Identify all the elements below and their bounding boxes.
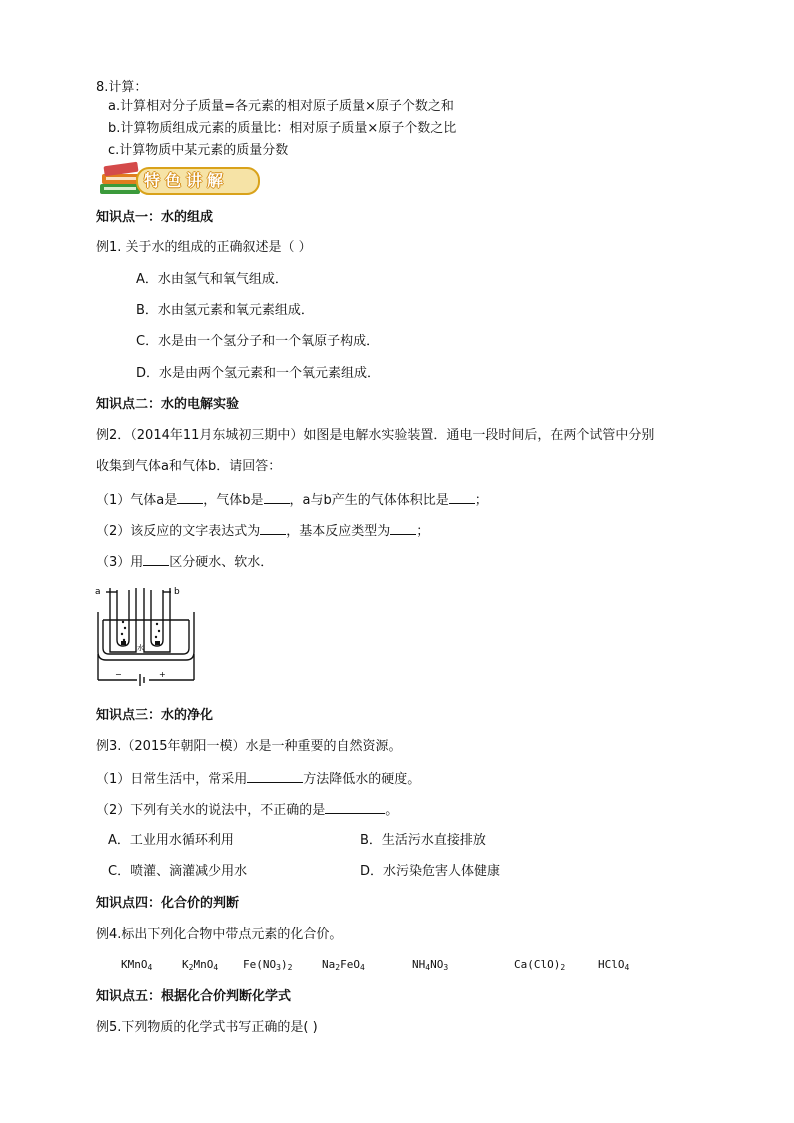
k5-question: 例5.下列物质的化学式书写正确的是( ) <box>96 1020 318 1035</box>
k4-title: 知识点四：化合价的判断 <box>96 896 240 911</box>
figure-label-minus: − <box>115 670 122 679</box>
k1-option-d: D．水是由两个氢元素和一个氧元素组成． <box>136 366 381 381</box>
k3-question: 例3.（2015年朝阳一模）水是一种重要的自然资源。 <box>96 739 402 754</box>
figure-label-a: a <box>95 587 101 597</box>
formula-nh4no3: $NH_4NO_3$ <box>412 958 449 972</box>
k2-part3: （3）用 区分硬水、软水． <box>96 555 274 570</box>
figure-label-water: 水 <box>137 644 144 652</box>
answer-blank[interactable] <box>264 491 290 504</box>
section8-item-a: a.计算相对分子质量=各元素的相对原子质量×原子个数之和 <box>108 99 454 114</box>
k3-title: 知识点三：水的净化 <box>96 708 214 723</box>
formula-na2feo4: $Na_2FeO_4$ <box>322 958 365 972</box>
answer-blank[interactable] <box>325 801 385 814</box>
section8-item-c: c.计算物质中某元素的质量分数 <box>108 143 289 158</box>
k4-question: 例4.标出下列化合物中带点元素的化合价。 <box>96 927 343 942</box>
answer-blank[interactable] <box>177 491 203 504</box>
banner-label: 特色讲解 <box>144 171 229 190</box>
k3-part1: （1）日常生活中，常采用 方法降低水的硬度。 <box>96 772 421 787</box>
k5-title: 知识点五：根据化合价判断化学式 <box>96 989 292 1004</box>
figure-label-plus: + <box>159 670 166 679</box>
k3-option-b: B．生活污水直接排放 <box>360 833 486 848</box>
answer-blank[interactable] <box>247 770 303 783</box>
k3-option-d: D．水污染危害人体健康 <box>360 864 501 879</box>
k2-part2: （2）该反应的文字表达式为 ，基本反应类型为 ； <box>96 524 430 539</box>
k3-option-c: C．喷灌、滴灌减少用水 <box>108 864 248 879</box>
k2-question-line1: 例2．（2014年11月东城初三期中）如图是电解水实验装置．通电一段时间后，在两个试管中分别 <box>96 428 655 443</box>
formula-k2mno4: $K_2MnO_4$ <box>182 958 219 972</box>
answer-blank[interactable] <box>449 491 475 504</box>
section8-title: 8.计算： <box>96 80 148 95</box>
k1-option-c: C．水是由一个氢分子和一个氧原子构成． <box>136 334 380 349</box>
section8-item-b: b.计算物质组成元素的质量比：相对原子质量×原子个数之比 <box>108 121 457 136</box>
answer-blank[interactable] <box>390 522 416 535</box>
figure-label-b: b <box>174 587 180 597</box>
k3-option-a: A．工业用水循环利用 <box>108 833 234 848</box>
k3-part2: （2）下列有关水的说法中，不正确的是 。 <box>96 803 399 818</box>
k2-title: 知识点二：水的电解实验 <box>96 397 240 412</box>
answer-blank[interactable] <box>143 553 169 566</box>
feature-banner <box>96 160 264 198</box>
k1-option-a: A．水由氢气和氧气组成． <box>136 272 288 287</box>
k2-question-line2: 收集到气体a和气体b．请回答： <box>96 459 282 474</box>
k1-title: 知识点一：水的组成 <box>96 210 214 225</box>
formula-hclo4: HClO$_4$ <box>598 958 630 972</box>
answer-blank[interactable] <box>260 522 286 535</box>
k1-question: 例1. 关于水的组成的正确叙述是（ ） <box>96 240 312 255</box>
k1-option-b: B．水由氢元素和氧元素组成． <box>136 303 314 318</box>
formula-feno32: $Fe(NO_3)_2$ <box>243 958 293 972</box>
formula-caclo2: $Ca(ClO)_2$ <box>514 958 566 972</box>
k2-part1: （1）气体a是 ，气体b是 ，a与b产生的气体体积比是 ； <box>96 493 488 508</box>
electrolysis-apparatus-figure <box>93 582 203 692</box>
formula-kmno4: KMnO$_4$ <box>121 958 153 972</box>
